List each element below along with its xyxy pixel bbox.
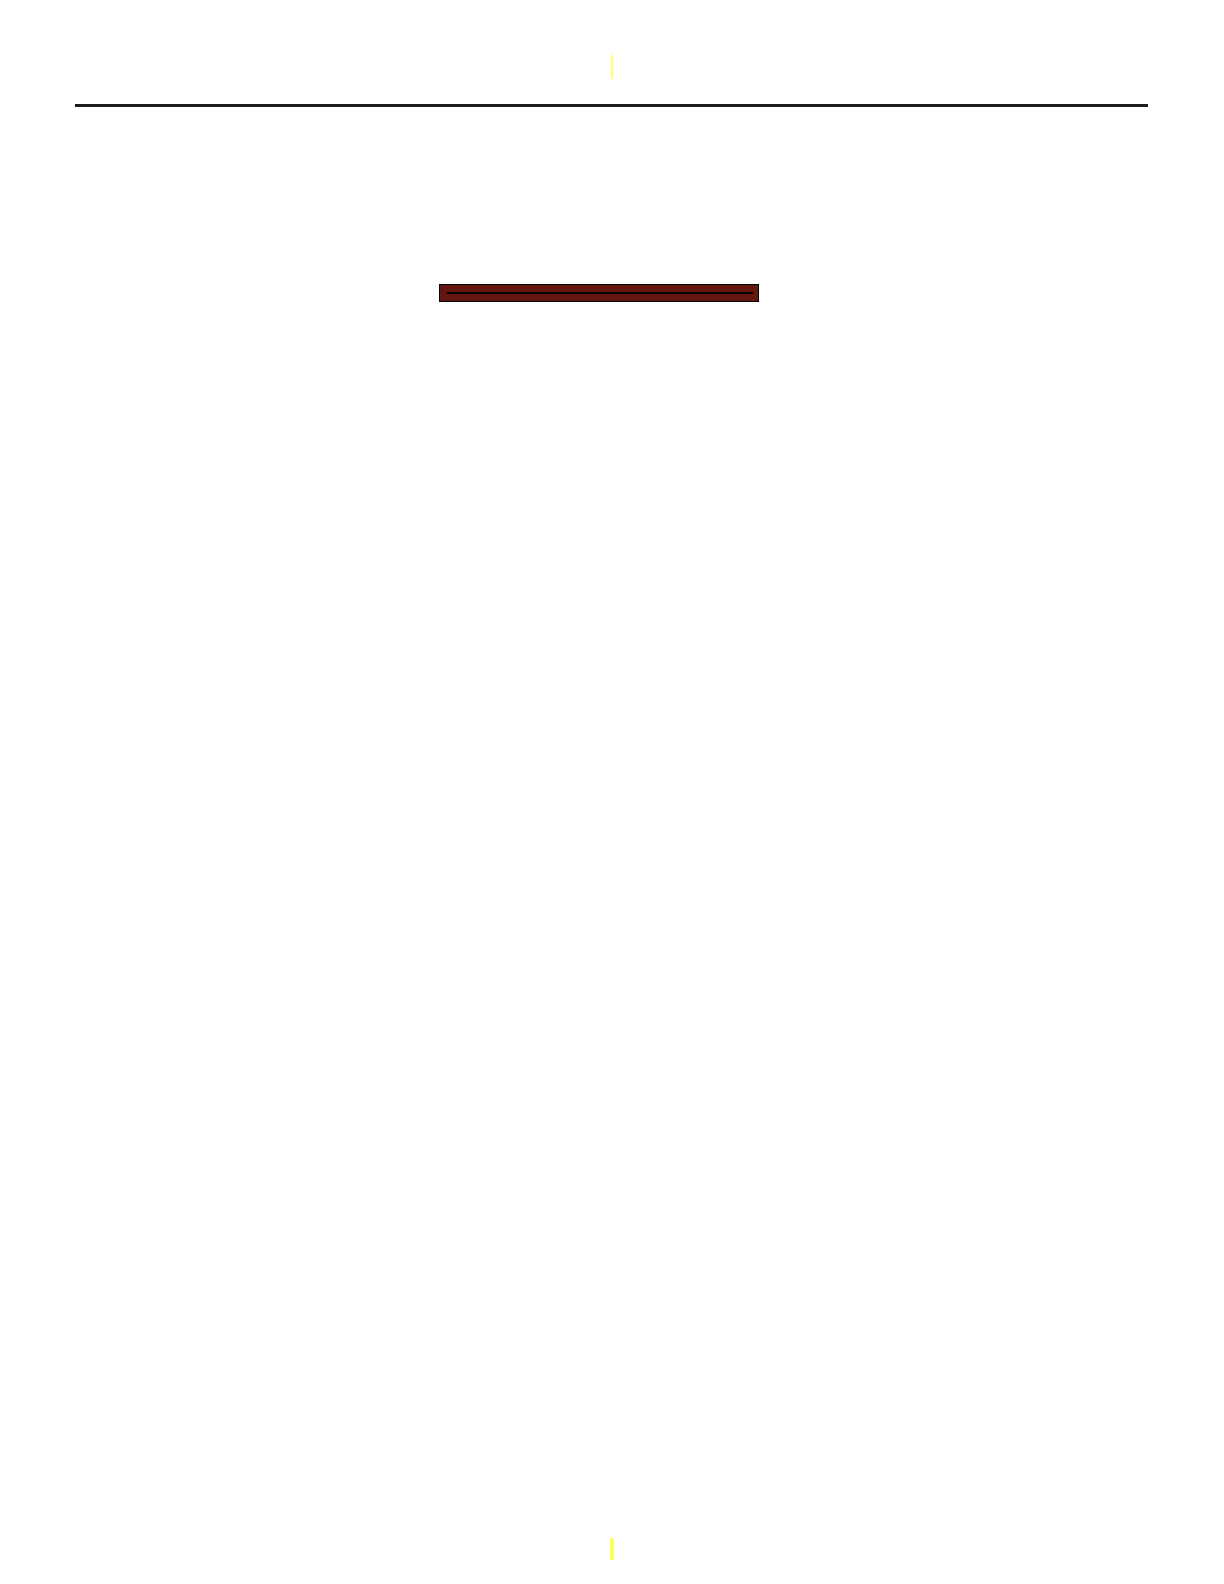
game-baxter-canney xyxy=(75,146,407,194)
black-player xyxy=(793,338,1131,362)
chess-diagram-border xyxy=(439,284,759,302)
site-url-wrap xyxy=(75,1538,1148,1561)
game-glover-huang xyxy=(793,182,1131,230)
white-player xyxy=(75,290,407,314)
game-hartsook-mulcahy xyxy=(793,314,1131,362)
chess-board xyxy=(447,292,753,294)
game-canney-divine xyxy=(793,248,1131,296)
journal-title xyxy=(391,55,833,80)
black-player xyxy=(75,314,407,338)
white-player xyxy=(75,218,407,242)
game-ornelas-samuel xyxy=(431,140,769,188)
white-player xyxy=(793,314,1131,338)
white-player xyxy=(75,146,407,170)
white-player xyxy=(431,140,769,164)
game-mulcahy-creazzi xyxy=(793,116,1131,164)
journal-title-highlight xyxy=(611,55,613,79)
black-player xyxy=(793,272,1131,296)
white-player xyxy=(793,116,1131,140)
black-player xyxy=(431,164,769,188)
game-carlson-hartsook xyxy=(75,218,407,266)
page-header xyxy=(75,55,1148,80)
chess-diagram xyxy=(439,284,761,302)
black-player xyxy=(793,140,1131,164)
header-rule xyxy=(75,104,1148,107)
black-player xyxy=(431,236,769,260)
black-player xyxy=(75,242,407,266)
game-schlagenhauf-brown xyxy=(75,290,407,338)
white-player xyxy=(793,248,1131,272)
black-player xyxy=(793,206,1131,230)
content-columns xyxy=(75,116,1131,380)
game-yarbrough-irons xyxy=(431,212,769,260)
site-url-link[interactable] xyxy=(610,1538,614,1560)
black-player xyxy=(75,170,407,194)
column-2 xyxy=(431,116,769,380)
column-3 xyxy=(793,116,1131,380)
white-player xyxy=(431,212,769,236)
white-player xyxy=(793,182,1131,206)
column-1 xyxy=(75,116,407,380)
